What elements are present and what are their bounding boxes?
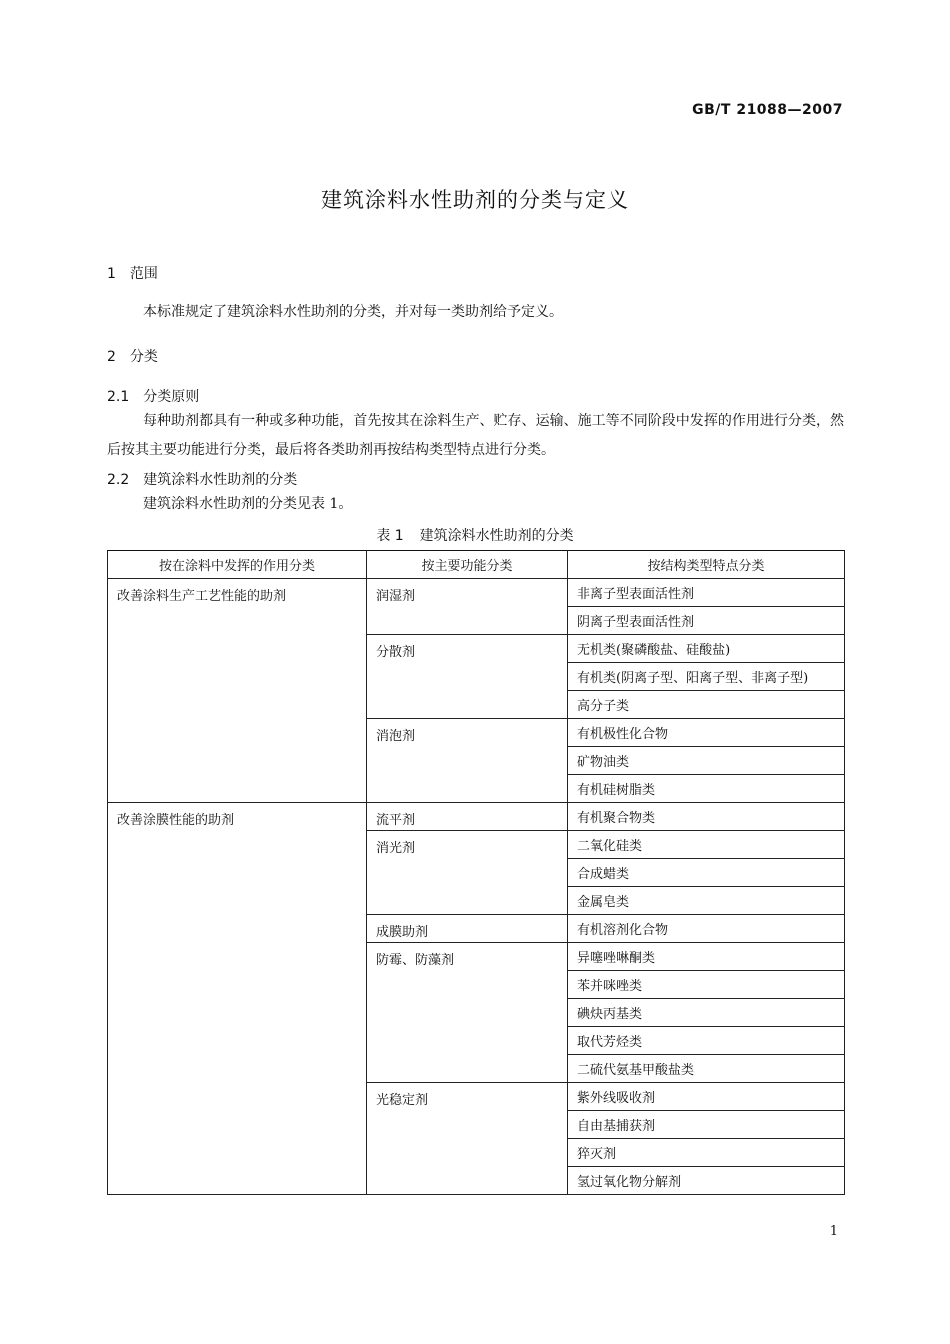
function-cell: 防霉、防藻剂 xyxy=(367,943,568,1083)
structure-type-cell: 非离子型表面活性剂 xyxy=(568,579,845,607)
document-title: 建筑涂料水性助剂的分类与定义 xyxy=(321,188,629,212)
section-1-text: 本标准规定了建筑涂料水性助剂的分类，并对每一类助剂给予定义。 xyxy=(143,304,563,320)
page-number: 1 xyxy=(829,1224,838,1239)
section-2-number: 2 xyxy=(107,349,116,365)
structure-type-cell: 异噻唑啉酮类 xyxy=(568,943,845,971)
section-2-2-number: 2.2 xyxy=(107,472,130,488)
table-body xyxy=(108,579,845,1195)
standard-code: GB/T 21088—2007 xyxy=(692,102,843,118)
structure-type-cell: 碘炔丙基类 xyxy=(568,999,845,1027)
table-caption-number: 表 1 xyxy=(376,528,404,544)
structure-type-cell: 高分子类 xyxy=(568,691,845,719)
section-2-1-text: 每种助剂都具有一种或多种功能，首先按其在涂料生产、贮存、运输、施工等不同阶段中发挥的作用进行分类，然后按其主要功能进行分类，最后将各类助剂再按结构类型特点进行分类。 xyxy=(107,413,844,458)
structure-type-cell: 有机溶剂化合物 xyxy=(568,915,845,943)
table-caption-title: 建筑涂料水性助剂的分类 xyxy=(419,528,574,544)
function-cell: 润湿剂 xyxy=(367,579,568,635)
role-cell: 改善涂膜性能的助剂 xyxy=(108,803,367,1195)
section-2-title: 分类 xyxy=(129,349,158,365)
role-cell: 改善涂料生产工艺性能的助剂 xyxy=(108,579,367,803)
structure-type-cell: 有机极性化合物 xyxy=(568,719,845,747)
table-header-row xyxy=(108,551,845,579)
header-function: 按主要功能分类 xyxy=(367,551,568,579)
structure-type-cell: 紫外线吸收剂 xyxy=(568,1083,845,1111)
function-cell: 流平剂 xyxy=(367,803,568,831)
structure-type-cell: 金属皂类 xyxy=(568,887,845,915)
function-cell: 消泡剂 xyxy=(367,719,568,803)
structure-type-cell: 氢过氧化物分解剂 xyxy=(568,1167,845,1195)
section-2-2-heading xyxy=(107,469,297,489)
structure-type-cell: 合成蜡类 xyxy=(568,859,845,887)
table-row xyxy=(108,579,845,607)
structure-type-cell: 有机类(阴离子型、阳离子型、非离子型) xyxy=(568,663,845,691)
classification-table xyxy=(107,550,845,1195)
function-cell: 光稳定剂 xyxy=(367,1083,568,1195)
header-structure: 按结构类型特点分类 xyxy=(568,551,845,579)
structure-type-cell: 二硫代氨基甲酸盐类 xyxy=(568,1055,845,1083)
structure-type-cell: 有机聚合物类 xyxy=(568,803,845,831)
structure-type-cell: 猝灭剂 xyxy=(568,1139,845,1167)
section-1-heading xyxy=(107,263,158,283)
function-cell: 消光剂 xyxy=(367,831,568,915)
table-caption xyxy=(0,525,950,545)
section-2-1-number: 2.1 xyxy=(107,389,130,405)
header-role: 按在涂料中发挥的作用分类 xyxy=(108,551,367,579)
section-2-1-heading xyxy=(107,386,199,406)
structure-type-cell: 二氧化硅类 xyxy=(568,831,845,859)
structure-type-cell: 矿物油类 xyxy=(568,747,845,775)
section-1-title: 范围 xyxy=(129,266,158,282)
structure-type-cell: 取代芳烃类 xyxy=(568,1027,845,1055)
structure-type-cell: 阴离子型表面活性剂 xyxy=(568,607,845,635)
structure-type-cell: 自由基捕获剂 xyxy=(568,1111,845,1139)
section-2-2-title: 建筑涂料水性助剂的分类 xyxy=(143,472,298,488)
section-2-2-text: 建筑涂料水性助剂的分类见表 1。 xyxy=(143,496,353,512)
section-1-number: 1 xyxy=(107,266,116,282)
structure-type-cell: 无机类(聚磷酸盐、硅酸盐) xyxy=(568,635,845,663)
section-2-heading xyxy=(107,346,158,366)
function-cell: 成膜助剂 xyxy=(367,915,568,943)
section-2-1-title: 分类原则 xyxy=(143,389,200,405)
function-cell: 分散剂 xyxy=(367,635,568,719)
structure-type-cell: 有机硅树脂类 xyxy=(568,775,845,803)
table-row xyxy=(108,803,845,831)
structure-type-cell: 苯并咪唑类 xyxy=(568,971,845,999)
